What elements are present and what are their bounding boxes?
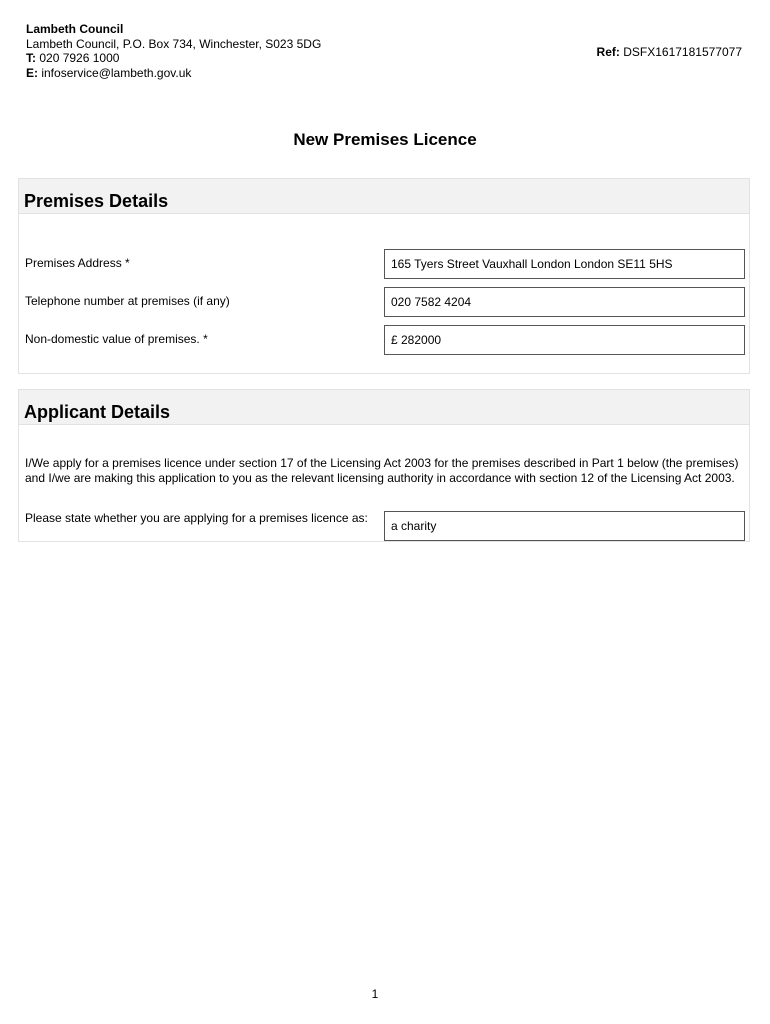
ref-value: DSFX1617181577077 [623,45,742,59]
applicant-details-section [18,389,750,542]
page-number: 1 [371,987,379,1001]
phone-label: T: [26,51,36,65]
council-phone-line [26,51,321,66]
council-phone: 020 7926 1000 [39,51,120,65]
premises-address-field[interactable]: 165 Tyers Street Vauxhall London London SE11 5HS [384,249,745,279]
premises-address-label: Premises Address * [25,256,130,270]
premises-telephone-field[interactable]: 020 7582 4204 [384,287,745,317]
council-address: Lambeth Council, P.O. Box 734, Winchester, S023 5DG [26,36,322,51]
applying-as-label: Please state whether you are applying for a premises licence as: [25,511,368,525]
council-contact-block [26,22,321,80]
council-name: Lambeth Council [26,22,124,36]
non-domestic-value-field[interactable]: £ 282000 [384,325,745,355]
non-domestic-value-label: Non-domestic value of premises. * [25,332,208,346]
email-label: E: [26,65,38,80]
ref-label: Ref: [596,45,620,59]
council-email: infoservice@lambeth.gov.uk [41,65,192,80]
premises-telephone-label: Telephone number at premises (if any) [25,294,230,308]
premises-details-heading: Premises Details [19,179,749,214]
applicant-details-heading: Applicant Details [19,390,749,425]
applying-as-field[interactable]: a charity [384,511,745,541]
application-intro-text: I/We apply for a premises licence under section 17 of the Licensing Act 2003 for the premises described in Part 1 below (the premises) and I/we are making this application to you as the relevant licensing authority in accordance with section 12 of the Licensing Act 2003. [25,456,739,485]
council-email-line [26,66,321,81]
reference-number [597,45,742,59]
premises-details-section [18,178,750,374]
page-title: New Premises Licence [293,130,477,149]
